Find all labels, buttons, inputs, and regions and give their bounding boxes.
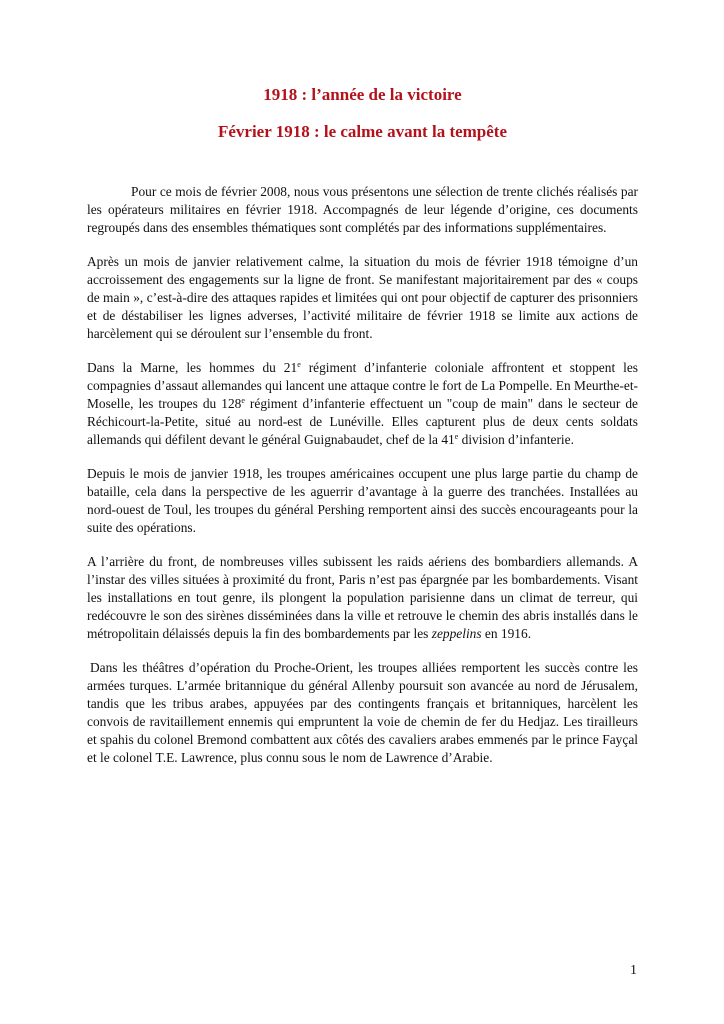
paragraph-situation: Après un mois de janvier relativement calme, la situation du mois de février 1918 témoigne d’un accroissement des engagements sur la ligne de front. Se manifestant majoritairement par des « coups de main », c’est-à-dire des attaques rapides et limitées qui ont pour objectif de capturer des prisonniers et de déstabiliser les lignes adverses, l’activité militaire de février 1918 se limite aux actions de harcèlement qui se déroulent sur l’ensemble du front. <box>87 254 638 341</box>
document-title: 1918 : l’année de la victoire <box>263 85 462 104</box>
paragraph-marne-text-2: régiment d’infanterie coloniale affrontent et stoppent les compagnies d’assaut allemandes qui lancent une attaque contre le fort de La Pompelle. En Meurthe-et-Moselle, les troupes du 128 <box>87 360 638 411</box>
zeppelins-emphasis: zeppelins <box>431 626 482 641</box>
paragraph-intro: Pour ce mois de février 2008, nous vous présentons une sélection de trente clichés réalisés par les opérateurs militaires en février 1918. Accompagnés de leur légende d’origine, ces documents regroupés dans des ensembles thématiques sont complétés par des informations supplémentaires. <box>87 184 638 235</box>
paragraph-bombing <box>87 553 638 643</box>
paragraph-bombing-text-1: A l’arrière du front, de nombreuses villes subissent les raids aériens des bombardiers allemands. A l’instar des villes situées à proximité du front, Paris n’est pas épargnée par les bombardements. Visant les installations en tout genre, ils plongent la population parisienne dans un climat de terreur, qui redécouvre le son des sirènes disséminées dans la ville et retrouve le chemin des abris installés dans le métropolitain délaissés depuis la fin des bombardements par les <box>87 554 638 641</box>
paragraph-marne <box>87 359 638 449</box>
paragraph-orient: Dans les théâtres d’opération du Proche-Orient, les troupes alliées remportent les succès contre les armées turques. L’armée britannique du général Allenby poursuit son avancée au nord de Jérusalem, tandis que les tribus arabes, appuyées par des contingents français et britanniques, harcèlent les convois de ravitaillement ennemis qui empruntent la voie de chemin de fer du Hedjaz. Les tirailleurs et spahis du colonel Bremond combattent aux côtés des cavaliers arabes emmenés par le prince Fayçal et le colonel T.E. Lawrence, plus connu sous le nom de Lawrence d’Arabie. <box>87 660 638 765</box>
superscript-ordinal: e <box>241 396 245 405</box>
paragraph-bombing-text-2: en 1916. <box>481 626 532 641</box>
paragraph-marne-text-3: régiment d’infanterie effectuent un "coup de main" dans le secteur de Réchicourt-la-Petite, situé au nord-est de Lunéville. Elles capturent plus de deux cents soldats allemands qui défilent devant le général Guignabaudet, chef de la 41 <box>87 396 638 447</box>
paragraph-marne-text-4: division d’infanterie. <box>458 432 574 447</box>
document-subtitle: Février 1918 : le calme avant la tempête <box>217 122 508 141</box>
superscript-ordinal: e <box>454 432 459 441</box>
paragraph-marne-text-1: Dans la Marne, les hommes du 21 <box>87 360 298 375</box>
document-body <box>87 183 638 767</box>
document-page <box>87 84 638 783</box>
paragraph-americans: Depuis le mois de janvier 1918, les troupes américaines occupent une plus large partie du champ de bataille, cela dans la perspective de les aguerrir d’avantage à la guerre des tranchées. Installées au nord-ouest de Toul, les troupes du général Pershing remportent ainsi des succès encourageants pour la suite des opérations. <box>87 466 638 535</box>
superscript-ordinal: e <box>297 360 301 369</box>
page-number: 1 <box>630 963 637 978</box>
